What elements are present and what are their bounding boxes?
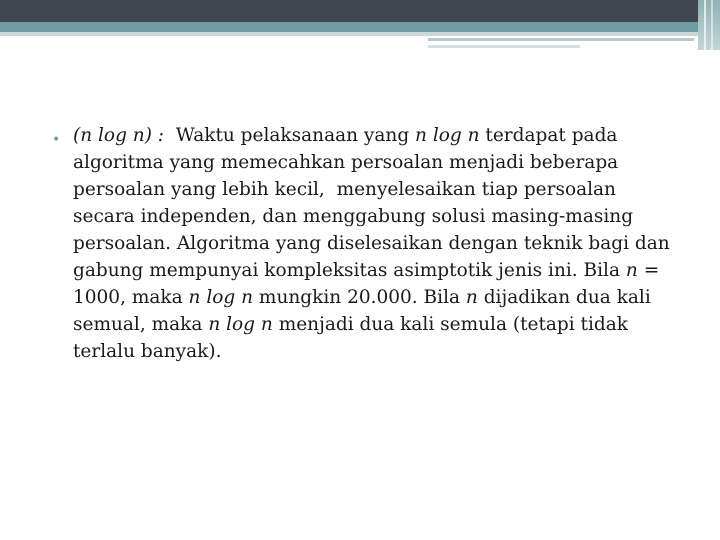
bullet-segment-1: Waktu pelaksanaan yang (164, 125, 416, 146)
header-accent-line-short (428, 45, 580, 48)
bullet-segment-6: n log n (188, 287, 254, 308)
bullet-segment-9: dijadikan dua kali semual, maka (73, 287, 651, 335)
bullet-segment-7: mungkin 20.000. Bila (253, 287, 466, 308)
bullet-segment-4: n (625, 260, 638, 281)
bullet-marker: • (52, 132, 61, 148)
bullet-segment-11: menjadi dua kali semula (tetapi tidak terlalu banyak). (73, 314, 628, 362)
slide-body (52, 122, 682, 365)
bullet-segment-2: n log n (415, 125, 480, 146)
header-band-dark (0, 0, 720, 22)
bullet-segment-0: (n log n) : (73, 125, 165, 146)
bullet-item (52, 122, 682, 365)
header-corner-decoration (698, 0, 720, 50)
bullet-segment-10: n log n (208, 314, 273, 335)
header-band-light (0, 32, 720, 36)
header-band-teal (0, 22, 720, 32)
bullet-segment-5: = 1000, maka (73, 260, 660, 308)
bullet-segment-3: terdapat pada algoritma yang memecahkan persoalan menjadi beberapa persoalan yang lebih kecil, menyelesaikan tiap persoalan secara independen, dan menggabung solusi masing-masing persoalan. Algoritma yang diselesaikan dengan teknik bagi dan gabung mempunyai kompleksitas asimptotik jenis ini. Bila (73, 125, 676, 281)
bullet-text (73, 122, 682, 365)
header-accent-line (428, 38, 694, 41)
bullet-segment-8: n (465, 287, 478, 308)
